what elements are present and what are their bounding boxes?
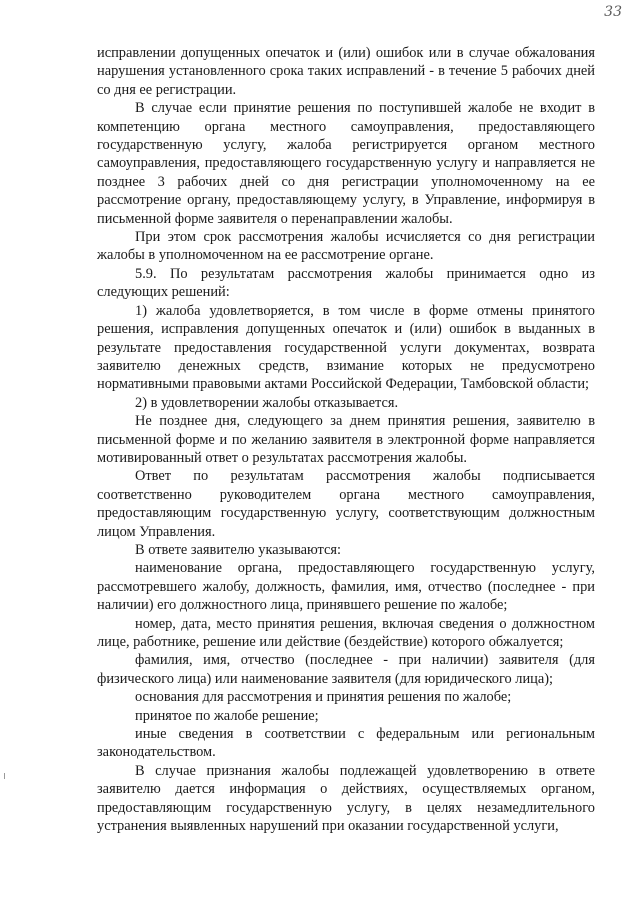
scan-edge-mark (4, 773, 5, 779)
paragraph-decision-2: 2) в удовлетворении жалобы отказывается. (135, 394, 399, 411)
document-body (97, 44, 595, 835)
paragraph-item-decision: принятое по жалобе решение; (135, 707, 319, 724)
paragraph-review-period: При этом срок рассмотрения жалобы исчисляется со дня регистрации жалобы в уполномоченном на ее рассмотрение органе. (97, 229, 595, 264)
paragraph-continuation: исправлении допущенных опечаток и (или) ошибок или в случае обжалования нарушения установленного срока таких исправлений - в течение 5 рабочих дней со дня ее регистрации. (97, 45, 595, 98)
paragraph-decision-1: 1) жалоба удовлетворяется, в том числе в форме отмены принятого решения, исправления допущенных опечаток и (или) ошибок в выданных в результате предоставления государственной услуги документах, возврата заявителю денежных средств, взимание которых не предусмотрено нормативными правовыми актами Российской Федерации, Тамбовской области; (97, 302, 595, 393)
paragraph-item-applicant: фамилия, имя, отчество (последнее - при наличии) заявителя (для физического лица) или наименование заявителя (для юридического лица); (97, 652, 595, 687)
paragraph-response-signature: Ответ по результатам рассмотрения жалобы подписывается соответственно руководителем органа местного самоуправления, предоставляющим государственную услугу, соответствующим должностным лицом Управления. (97, 468, 595, 540)
page-number: 33 (604, 4, 622, 20)
paragraph-item-authority: наименование органа, предоставляющего государственную услугу, рассмотревшего жалобу, должность, фамилия, имя, отчество (последнее - при наличии) его должностного лица, принявшего решение по жалобе; (97, 560, 595, 614)
paragraph-response-contents: В ответе заявителю указываются: (135, 541, 341, 558)
paragraph-item-decision-details: номер, дата, место принятия решения, включая сведения о должностном лице, работнике, решение или действие (бездействие) которого обжалуется; (97, 615, 595, 650)
paragraph-section-5-9: 5.9. По результатам рассмотрения жалобы принимается одно из следующих решений: (97, 265, 595, 301)
paragraph-redirect-complaint: В случае если принятие решения по поступившей жалобе не входит в компетенцию органа местного самоуправления, предоставляющего государственную услугу, жалоба регистрируется органом местного самоуправления, предоставляющего государственную услугу и направляется не позднее 3 рабочих дней со дня регистрации уполномоченному на ее рассмотрение органу, предоставляющему услугу, в Управление, информируя в письменной форме заявителя о перенаправлении жалобы. (97, 100, 595, 227)
paragraph-item-other-info: иные сведения в соответствии с федеральным или региональным законодательством. (97, 726, 595, 761)
paragraph-response-deadline: Не позднее дня, следующего за днем принятия решения, заявителю в письменной форме и по желанию заявителя в электронной форме направляется мотивированный ответ о результатах рассмотрения жалобы. (97, 413, 595, 466)
paragraph-item-grounds: основания для рассмотрения и принятия решения по жалобе; (135, 689, 512, 706)
paragraph-complaint-satisfied: В случае признания жалобы подлежащей удовлетворению в ответе заявителю дается информация о действиях, осуществляемых органом, предоставляющим государственную услугу, в целях незамедлительного устранения выявленных нарушений при оказании государственной услуги, (97, 762, 595, 835)
